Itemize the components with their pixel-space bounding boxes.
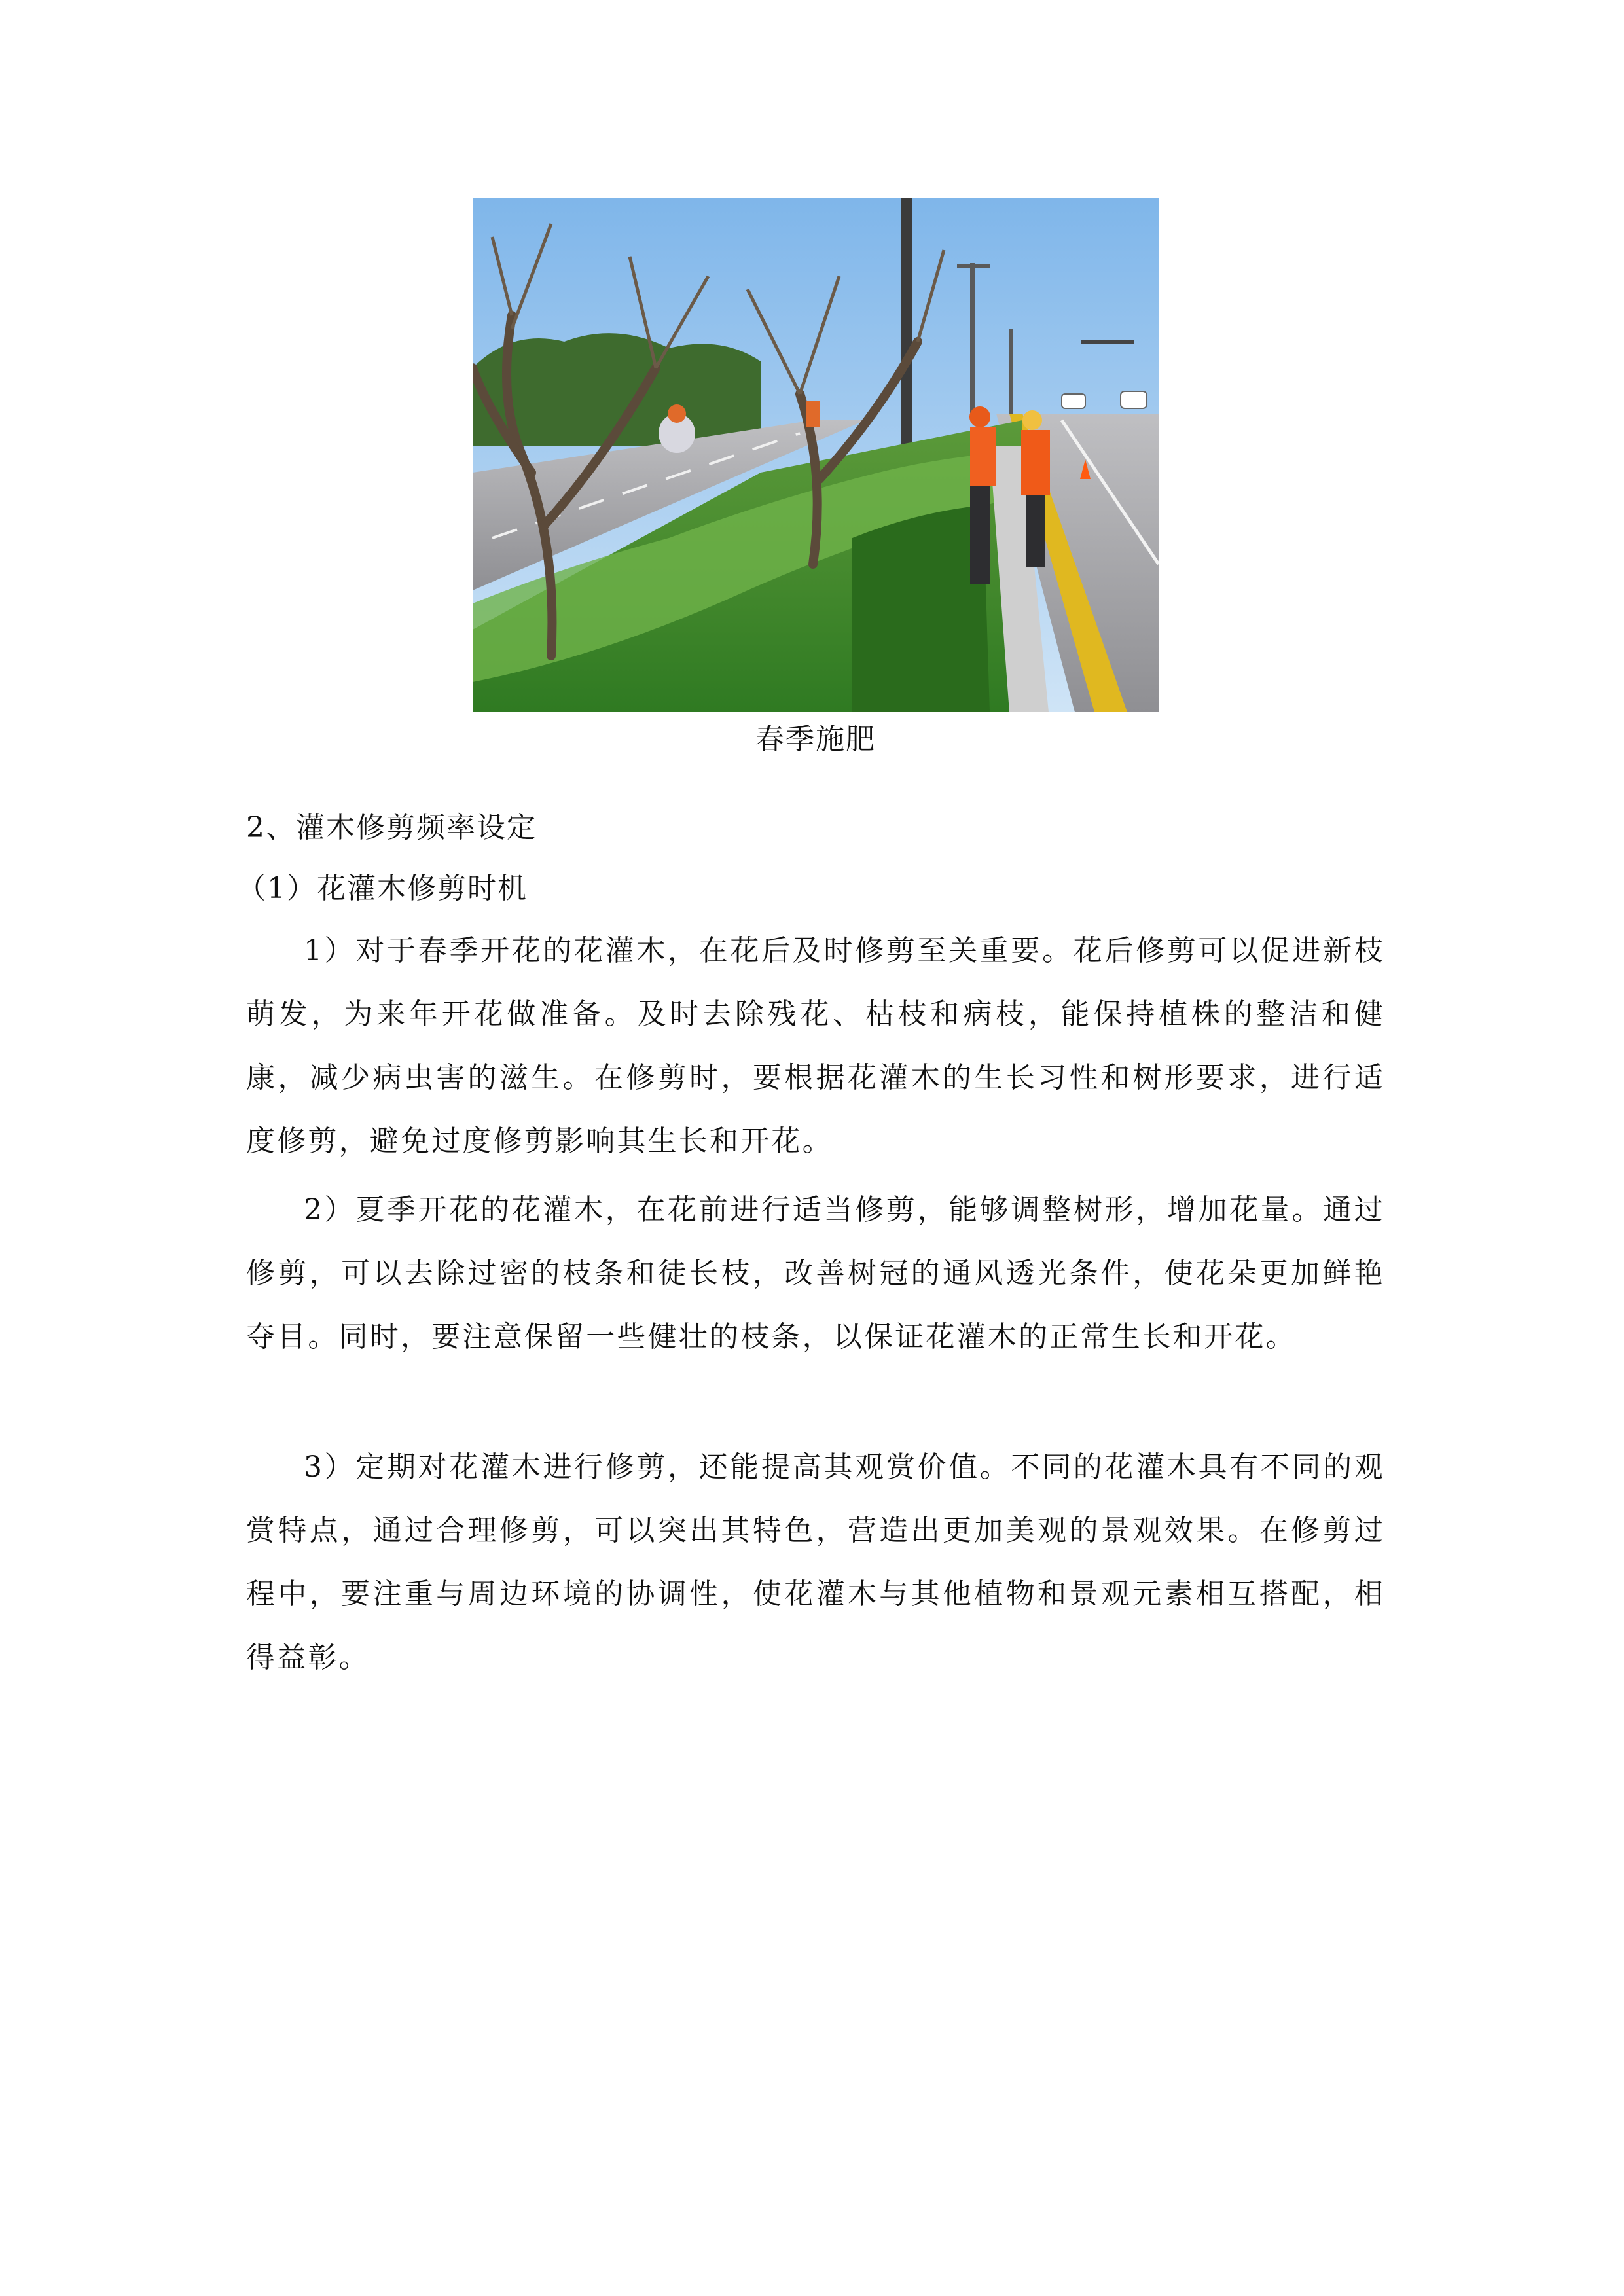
- figure-caption: 春季施肥: [755, 723, 876, 756]
- roadside-shrub-photo: [473, 198, 1159, 712]
- section-heading: 2、灌木修剪频率设定: [246, 811, 537, 844]
- subsection-heading: （1）花灌木修剪时机: [237, 872, 528, 905]
- paragraph-1: 1）对于春季开花的花灌木，在花后及时修剪至关重要。花后修剪可以促进新枝萌发，为来年开花做准备。及时去除残花、枯枝和病枝，能保持植株的整洁和健康，减少病虫害的滋生。在修剪时，要根据花灌木的生长习性和树形要求，进行适度修剪，避免过度修剪影响其生长和开花。: [246, 934, 1385, 1158]
- paragraph-3: 3）定期对花灌木进行修剪，还能提高其观赏价值。不同的花灌木具有不同的观赏特点，通过合理修剪，可以突出其特色，营造出更加美观的景观效果。在修剪过程中，要注重与周边环境的协调性，使花灌木与其他植物和景观元素相互搭配，相得益彰。: [246, 1450, 1385, 1674]
- paragraph-2: 2）夏季开花的花灌木，在花前进行适当修剪，能够调整树形，增加花量。通过修剪，可以去除过密的枝条和徒长枝，改善树冠的通风透光条件，使花朵更加鲜艳夺目。同时，要注意保留一些健壮的枝条，以保证花灌木的正常生长和开花。: [246, 1193, 1385, 1354]
- photo-illustration: [473, 198, 1159, 712]
